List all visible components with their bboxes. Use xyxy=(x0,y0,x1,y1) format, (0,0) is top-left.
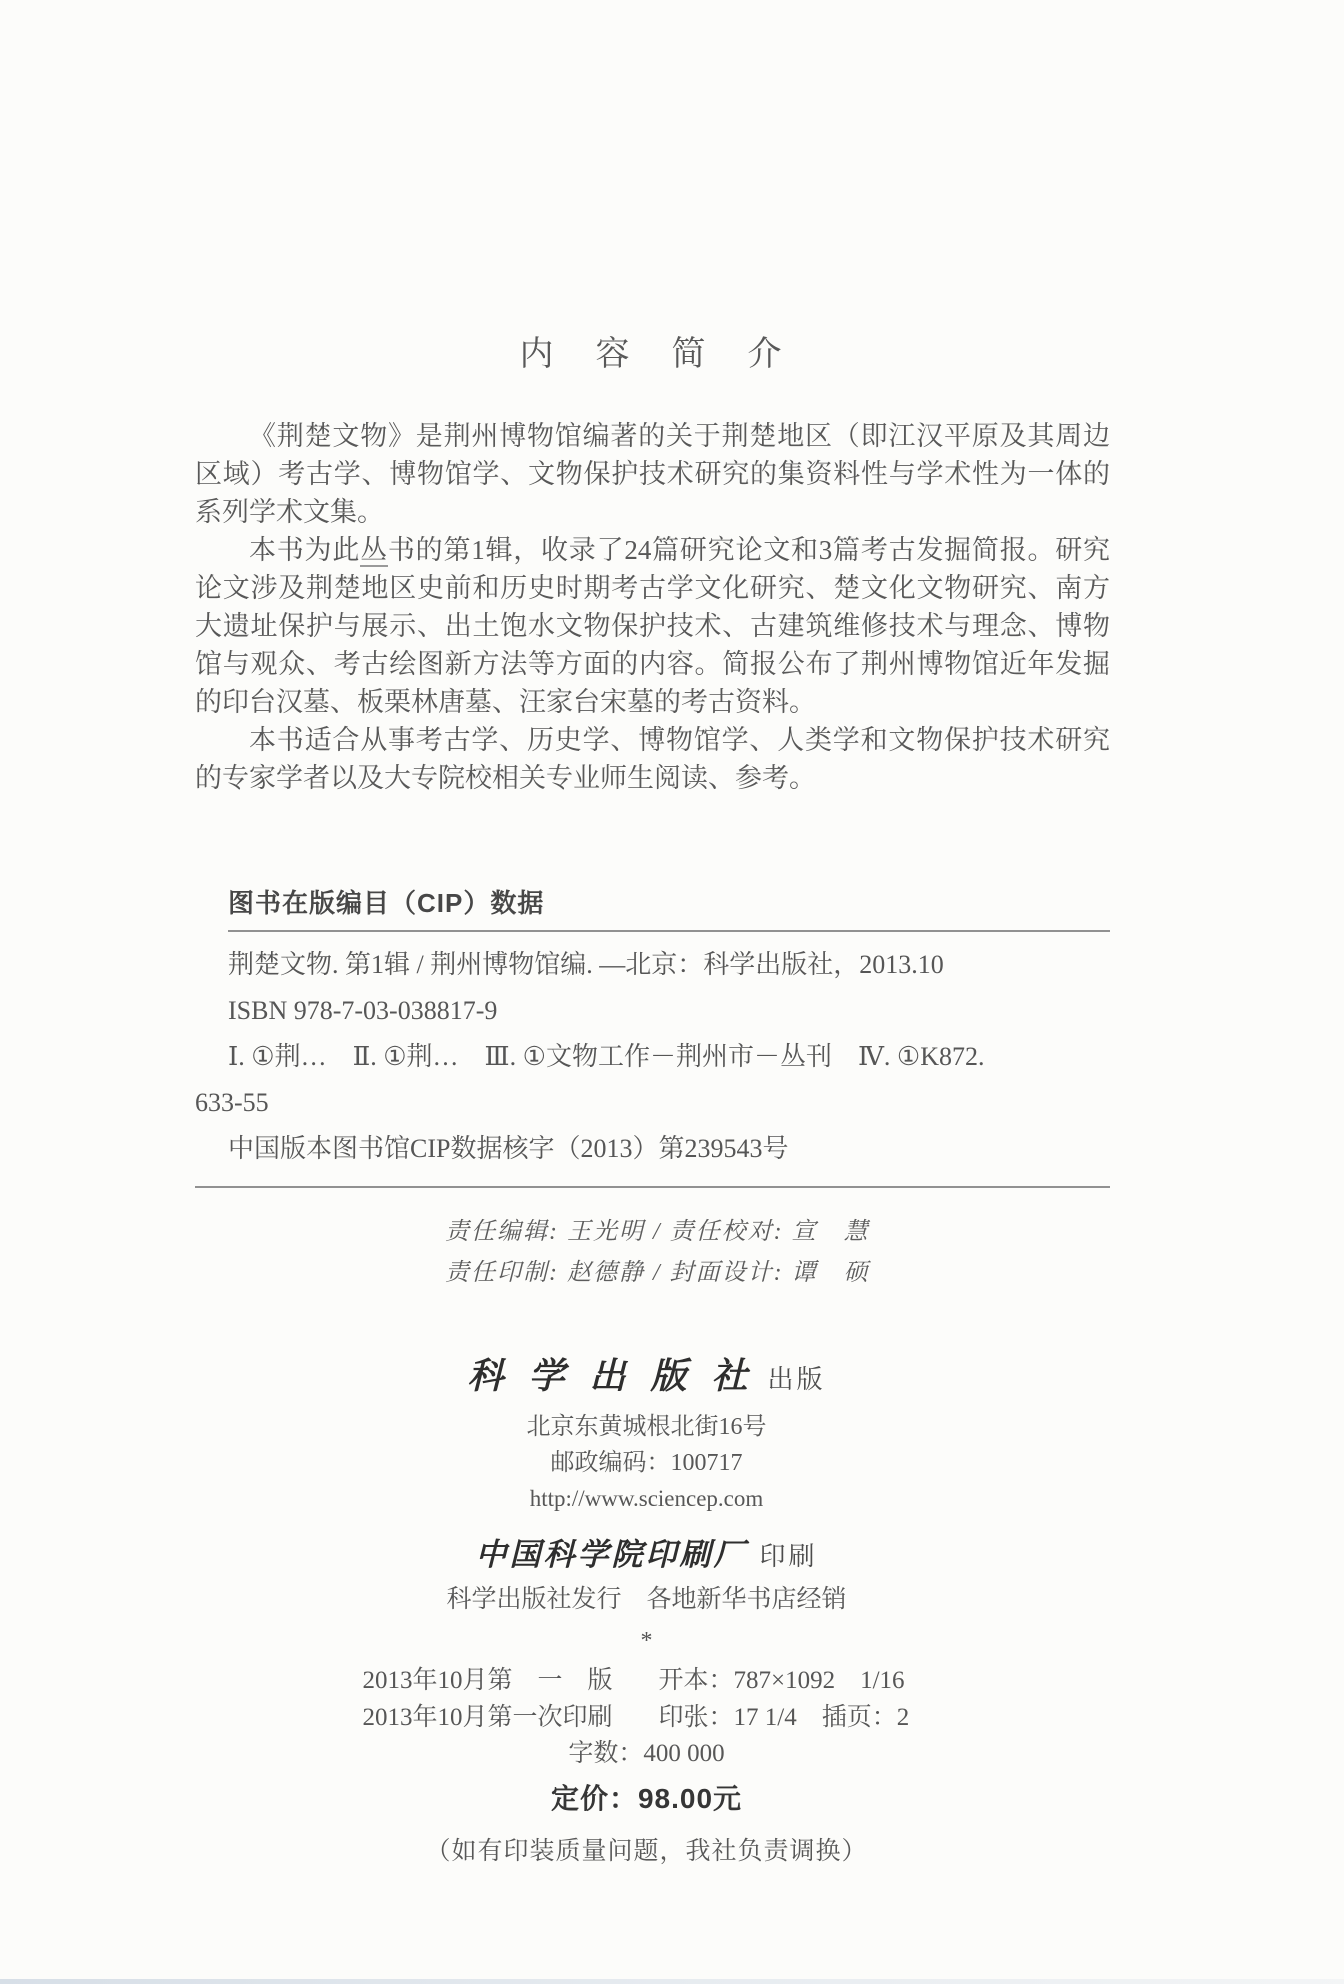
credit-printing-line: 责任印制: 赵德静 / 封面设计: 谭 硕 xyxy=(445,1260,870,1286)
separator-asterisk: * xyxy=(640,1628,653,1654)
format-spec: 开本：787×1092 1/16 xyxy=(658,1667,905,1694)
p2-underlined-char: 丛 xyxy=(360,535,388,565)
publisher-address: 北京东黄城根北街16号 xyxy=(526,1414,767,1440)
cip-divider-top xyxy=(228,930,1110,932)
price-line: 定价：98.00元 xyxy=(550,1783,743,1814)
printer-role-label: 印刷 xyxy=(759,1542,818,1571)
edition-row-2 xyxy=(183,1699,1110,1736)
credits-block xyxy=(445,1212,1110,1294)
intro-paragraph-2 xyxy=(195,531,1110,721)
edition-row-1 xyxy=(183,1662,1110,1699)
edition-date: 2013年10月第 一 版 xyxy=(362,1667,613,1694)
cip-classification-cont: 633-55 xyxy=(195,1088,269,1117)
publisher-block xyxy=(183,1348,1110,1870)
publisher-url: http://www.sciencep.com xyxy=(529,1486,764,1511)
word-count: 字数：400 000 xyxy=(568,1740,725,1767)
publisher-postcode: 邮政编码：100717 xyxy=(550,1450,743,1476)
publisher-logotype: 科 学 出 版 社 xyxy=(467,1356,756,1396)
text-column xyxy=(195,0,1110,1870)
cip-record-number: 中国版本图书馆CIP数据核字（2013）第239543号 xyxy=(228,1134,789,1163)
credit-editors-line: 责任编辑: 王光明 / 责任校对: 宣 慧 xyxy=(445,1219,870,1245)
publisher-name-line xyxy=(183,1348,1110,1399)
cip-heading: 图书在版编目（CIP）数据 xyxy=(228,888,545,918)
page-title: 内 容 简 介 xyxy=(519,336,786,373)
intro-paragraph-1: 《荆楚文物》是荆州博物馆编著的关于荆楚地区（即江汉平原及其周边区域）考古学、博物馆学、文物保护技术研究的集资料性与学术性为一体的系列学术文集。 xyxy=(195,421,1110,527)
sheets-spec: 印张：17 1/4 插页：2 xyxy=(658,1704,910,1731)
scan-edge-artifact xyxy=(0,1979,1344,1984)
publisher-role-label: 出版 xyxy=(767,1365,826,1394)
p2-text-after: 书的第1辑，收录了24篇研究论文和3篇考古发掘简报。研究论文涉及荆楚地区史前和历史时期考古学文化研究、楚文化文物研究、南方大遗址保护与展示、出土饱水文物保护技术、古建筑维修技术与理念、博物馆与观众、考古绘图新方法等方面的内容。简报公布了荆州博物馆近年发掘的印台汉墓、板栗林唐墓、汪家台宋墓的考古资料。 xyxy=(195,535,1111,717)
distribution-line: 科学出版社发行 各地新华书店经销 xyxy=(446,1586,847,1613)
p2-text-before: 本书为此 xyxy=(249,535,361,565)
cip-classification: Ⅰ. ①荆… Ⅱ. ①荆… Ⅲ. ①文物工作－荆州市－丛刊 Ⅳ. ①K872. xyxy=(228,1042,985,1071)
cip-divider-bottom xyxy=(195,1186,1110,1188)
cip-title-line: 荆楚文物. 第1辑 / 荆州博物馆编. —北京：科学出版社，2013.10 xyxy=(228,950,944,979)
quality-note: （如有印装质量问题，我社负责调换） xyxy=(425,1838,868,1865)
printing-date: 2013年10月第一次印刷 xyxy=(362,1704,613,1731)
cip-block xyxy=(195,883,1110,1188)
cip-isbn: ISBN 978-7-03-038817-9 xyxy=(228,996,498,1025)
printer-line xyxy=(183,1529,1110,1574)
printer-logotype: 中国科学院印刷厂 xyxy=(475,1537,748,1572)
intro-paragraph-3: 本书适合从事考古学、历史学、博物馆学、人类学和文物保护技术研究的专家学者以及大专院校相关专业师生阅读、参考。 xyxy=(195,725,1110,793)
